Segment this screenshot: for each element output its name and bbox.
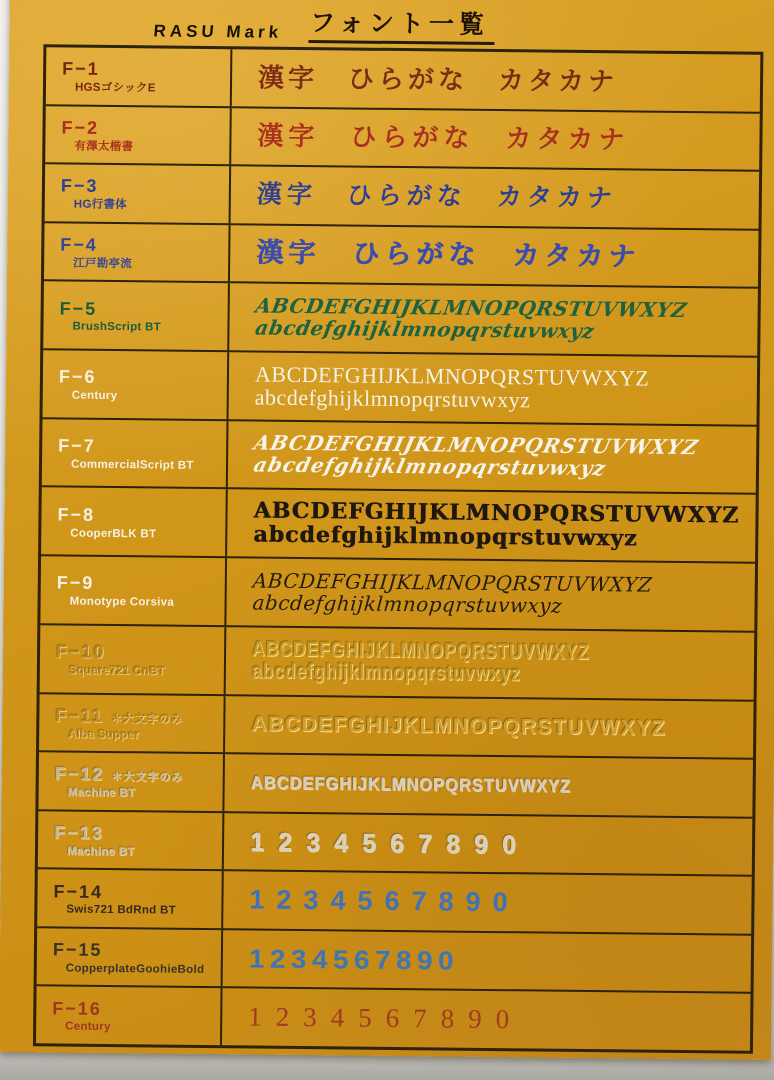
font-sample-cell [231, 108, 760, 170]
font-code: F−11 [55, 705, 105, 726]
font-sample-line: abcdefghijklmnopqrstuvwxyz [251, 590, 564, 618]
table-row [39, 694, 754, 760]
font-sample-line: 漢字 ひらがな カタカナ [257, 62, 619, 97]
font-name: HGSゴシックE [74, 81, 156, 95]
font-code: F−14 [53, 880, 104, 902]
table-row [40, 556, 755, 632]
font-label-cell [45, 164, 232, 223]
font-sample-line: ABCDEFGHIJKLMNOPQRSTUVWXYZ [253, 497, 740, 529]
table-row [46, 47, 761, 113]
font-sample-line: ABCDEFGHIJKLMNOPQRSTUVWXYZ [251, 568, 654, 597]
font-sample-cell [223, 930, 752, 992]
font-sample-line: 1234567890 [248, 943, 460, 976]
font-sample-line: ABCDEFGHIJKLMNOPQRSTUVWXYZ [251, 431, 701, 460]
font-sample-line: 漢字 ひらがな カタカナ [257, 121, 630, 155]
font-name: Alba Supper [68, 728, 140, 741]
font-note: ＊大文字のみ [111, 771, 184, 785]
font-code: F−1 [62, 58, 100, 80]
font-name: BrushScript BT [72, 320, 162, 334]
font-code-line [60, 235, 224, 257]
font-code-line [61, 118, 225, 140]
font-code-line [61, 177, 225, 199]
font-name: Square721 CnBT [68, 664, 166, 678]
font-name: Machine BT [66, 845, 135, 859]
font-code: F−2 [61, 117, 100, 138]
font-sample-line: abcdefghijklmnopqrstuvwxyz [251, 452, 609, 481]
font-sample-line: ABCDEFGHIJKLMNOPQRSTUVWXYZ [253, 293, 689, 323]
font-name: Machine BT [67, 786, 136, 800]
font-label-cell [42, 419, 229, 488]
font-sample-cell [227, 490, 756, 562]
table-row [44, 223, 759, 289]
font-name: HG行書体 [73, 198, 128, 212]
table-row [38, 752, 753, 818]
font-sample-cell [231, 166, 760, 228]
font-label-cell [36, 987, 223, 1046]
font-label-cell [46, 47, 233, 106]
font-code: F−9 [56, 572, 95, 594]
font-note: ＊大文字のみ [110, 712, 183, 726]
font-sample-line: ABCDEFGHIJKLMNOPQRSTUVWXYZ [251, 637, 590, 664]
font-code-line [55, 765, 219, 787]
font-code: F−15 [52, 939, 103, 961]
font-code-line [55, 706, 219, 728]
font-name: CommercialScript BT [70, 458, 194, 472]
font-code: F−16 [52, 998, 102, 1019]
font-code-line [54, 823, 218, 845]
page-title: フォント一覧 [308, 3, 495, 45]
font-sample-cell [230, 225, 759, 287]
font-sample-line: abcdefghijklmnopqrstuvwxyz [253, 315, 597, 343]
table-row [43, 282, 758, 358]
table-row [45, 106, 760, 172]
font-code: F−6 [58, 366, 97, 388]
font-code-line [62, 60, 226, 82]
font-name: Century [65, 1021, 111, 1034]
font-name: Swis721 BdRnd BT [66, 903, 177, 918]
font-code: F−10 [55, 641, 106, 663]
font-label-cell [37, 870, 224, 929]
font-name: Monotype Corsiva [69, 595, 175, 609]
font-code-line [60, 299, 224, 321]
font-label-cell [43, 350, 230, 419]
font-label-cell [41, 488, 228, 557]
font-table [33, 44, 763, 1053]
table-row [37, 928, 752, 994]
font-sample-line: abcdefghijklmnopqrstuvwxyz [253, 521, 638, 552]
font-sample-cell [225, 696, 754, 758]
font-code-line [53, 941, 217, 963]
font-sample-cell [228, 421, 757, 493]
font-code-line [56, 643, 220, 665]
font-code-line [57, 505, 221, 527]
font-sample-line: 1234567890 [249, 826, 531, 860]
font-name: 江戸勘亭流 [73, 257, 133, 270]
font-code: F−12 [54, 763, 105, 785]
font-name: Century [71, 389, 118, 403]
font-sample-line: abcdefghijklmnopqrstuvwxyz [254, 384, 531, 413]
font-sample-cell [229, 283, 758, 355]
table-row [36, 987, 751, 1051]
font-label-cell [39, 694, 226, 753]
font-sample-line: 漢字 ひらがな カタカナ [256, 237, 641, 272]
font-code: F−3 [60, 175, 99, 197]
font-code-line [59, 368, 223, 390]
font-code: F−8 [57, 504, 96, 525]
table-row [43, 350, 758, 426]
font-label-cell [40, 556, 227, 625]
font-code-line [58, 436, 222, 458]
font-sample-line: 漢字 ひらがな カタカナ [256, 181, 618, 213]
font-sample-line: ABCDEFGHIJKLMNOPQRSTUVWXYZ [254, 361, 650, 391]
font-code-line [57, 574, 221, 596]
table-row [37, 870, 752, 936]
font-code-line [52, 999, 216, 1021]
table-row [41, 488, 756, 564]
font-sample-cell [224, 754, 753, 816]
sheet-header [153, 5, 767, 47]
table-row [40, 625, 755, 701]
font-label-cell [38, 752, 225, 811]
font-sample-cell [226, 558, 755, 630]
font-sample-line: 1234567890 [249, 884, 520, 918]
font-sample-cell [224, 813, 753, 875]
font-sample-cell [226, 627, 755, 699]
font-name: 有澤太楷書 [74, 140, 134, 153]
font-code: F−5 [59, 297, 98, 319]
font-sample-line: ABCDEFGHIJKLMNOPQRSTUVWXYZ [250, 772, 571, 796]
font-code-line [53, 882, 217, 904]
font-sample-cell [232, 49, 761, 111]
font-label-cell [43, 282, 230, 351]
font-code: F−7 [58, 435, 96, 456]
table-row [38, 811, 753, 877]
font-label-cell [38, 811, 225, 870]
font-sample-cell [229, 352, 758, 424]
font-name: CopperplateGoohieBold [65, 962, 205, 976]
font-sample-cell [222, 989, 751, 1051]
table-row [45, 164, 760, 230]
font-label-cell [45, 106, 232, 165]
font-sample-line: ABCDEFGHIJKLMNOPQRSTUVWXYZ [251, 712, 667, 740]
font-sample-cell [223, 872, 752, 934]
font-sample-line: 1234567890 [248, 1001, 524, 1035]
font-label-cell [44, 223, 231, 282]
font-code: F−13 [54, 822, 104, 843]
font-sample-line: abcdefghijklmnopqrstuvwxyz [251, 659, 521, 686]
brand-label: RASU Mark [152, 21, 283, 42]
table-row [42, 419, 757, 495]
font-label-cell [37, 928, 224, 987]
font-name: CooperBLK BT [70, 527, 157, 541]
font-label-cell [40, 625, 227, 694]
font-code: F−4 [60, 234, 98, 255]
